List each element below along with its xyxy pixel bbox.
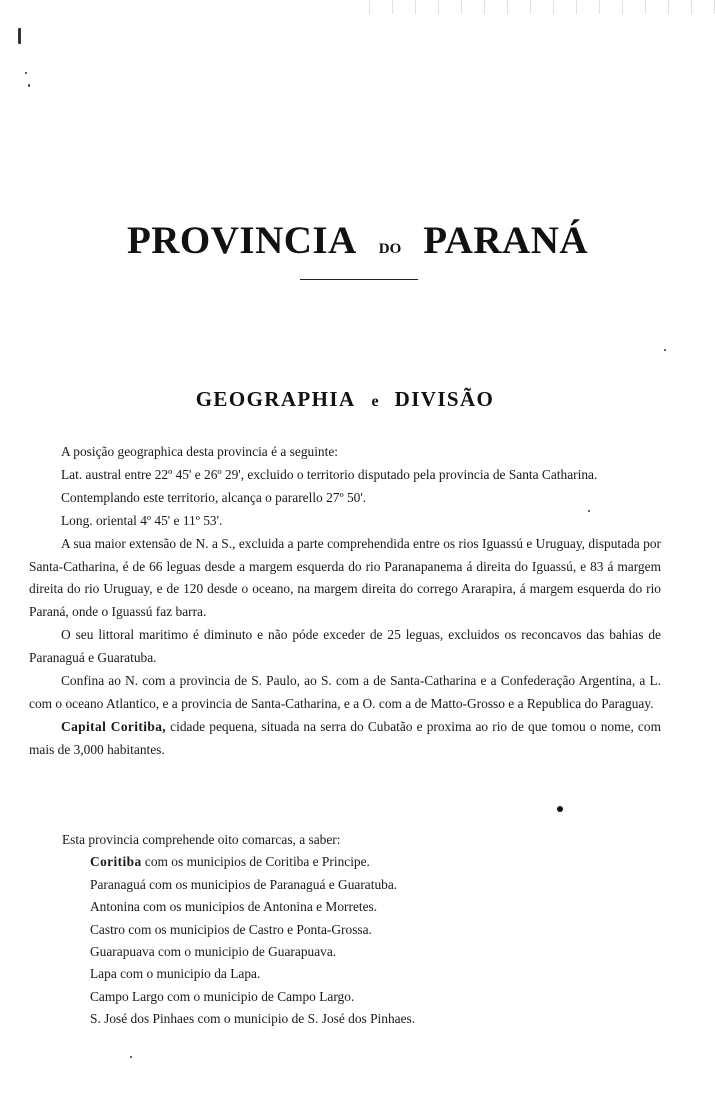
list-item: Paranaguá com os municipios de Paranaguá e Guaratuba. [90,876,398,892]
list-item: Campo Largo com o municipio de Campo Largo. [90,988,355,1004]
capital-label: Capital Coritiba, [61,718,167,734]
list-item: Castro com os municipios de Castro e Ponta-Grossa. [90,921,372,937]
title-left: PROVINCIA [126,219,357,262]
speck-mark [664,349,666,351]
paragraph-longitude: Long. oriental 4º 45' e 11º 53'. [61,512,223,528]
title-connector: DO [378,241,402,257]
title-divider [300,279,418,280]
speck-mark [28,84,30,87]
comarca-text: com os municipios de Coritiba e Principe. [141,854,370,870]
paragraph-coast: O seu littoral maritimo é diminuto e não póde exceder de 25 leguas, excluidos os reconcavos das bahias de Paranaguá e Guaratuba. [29,627,661,666]
speck-mark [557,806,563,812]
scan-noise-top [360,0,715,14]
paragraph-parallel: Contemplando este territorio, alcança o pararello 27º 50'. [61,489,367,505]
body-text [29,441,661,762]
title-right: PARANÁ [423,219,589,262]
page-title [0,218,715,263]
subheading-connector: e [371,393,379,410]
section-heading [0,387,690,412]
list-item: S. José dos Pinhaes com o municipio de S. José dos Pinhaes. [90,1011,416,1027]
capital-text: cidade pequena, situada na serra do Cubatão e proxima ao rio de que tomou o nome, com mais de 3,000 habitantes. [29,718,661,757]
paragraph-position: A posição geographica desta provincia é a seguinte: [61,444,339,459]
list-item [62,851,662,873]
list-item: Antonina com os municipios de Antonina e Morretes. [90,899,378,915]
speck-mark [130,1056,132,1058]
paragraph-borders: Confina ao N. com a provincia de S. Paulo, ao S. com a de Santa-Catharina e a Confederação Argentina, a L. com o oceano Atlantico, e a provincia de Santa-Catharina, e a O. com a de Matto-Grosso e a Republica do Paraguay. [29,673,661,711]
speck-mark [25,72,27,74]
list-item: Lapa com o municipio da Lapa. [90,966,261,982]
speck-mark [18,28,21,44]
paragraph-capital [29,716,661,762]
paragraph-extent: A sua maior extensão de N. a S., excluida a parte comprehendida entre os rios Iguassú e Uruguay, disputada por Santa-Catharina, é de 66 leguas desde a margem esquerda do rio Paranapanema á direita do Iguassú, e 83 á margem direita do rio Uruguay, e de 120 desde o oceano, na margem direita do corrego Ararapira, á margem esquerda do rio Paraná, onde o Iguassú faz barra. [29,535,661,620]
paragraph-latitude: Lat. austral entre 22º 45' e 26º 29', excluido o territorio disputado pela provincia de Santa Catharina. [61,466,598,482]
comarca-name: Coritiba [90,854,142,870]
comarcas-list [62,829,662,1031]
comarcas-intro: Esta provincia comprehende oito comarcas, a saber: [62,832,341,847]
list-item: Guarapuava com o municipio de Guarapuava. [90,944,337,960]
subheading-right: DIVISÃO [394,387,495,411]
subheading-left: GEOGRAPHIA [195,387,356,411]
